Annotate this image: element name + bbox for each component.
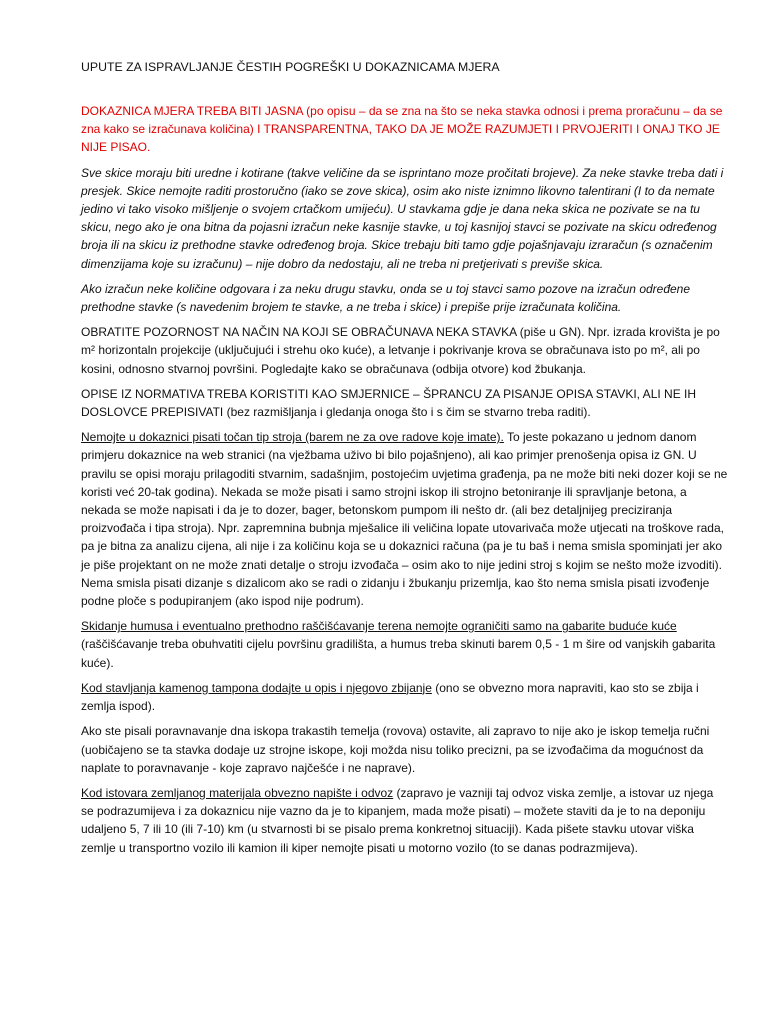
paragraph-trench-leveling: Ako ste pisali poravnavanje dna iskopa trakastih temelja (rovova) ostavite, ali zapravo to nije ako je iskop temelja ručni (uobičajeno se ta stavka dodaje uz strojne iskope, koji možda nisu toliko precizni, pa se izvođačima da mogućnost da naplate to poravnavanje - koje zapravo najčešće i ne naprave).	[81, 724, 710, 775]
red-paragraph: DOKAZNICA MJERA TREBA BITI JASNA (po opisu – da se zna na što se neka stavka odnosi i prema proračunu – da se zna kako se izračunava količina) I TRANSPARENTNA, TAKO DA JE MOŽE RAZUMJETI I PRVOJERITI I ONAJ TKO JE NIJE PISAO.	[81, 104, 723, 155]
paragraph-soil-removal	[81, 784, 729, 857]
italic-paragraph-1: Sve skice moraju biti uredne i kotirane (takve veličine da se isprintano moze pročitati brojeve). Za neke stavke treba dati i presjek. Skice nemojte raditi prostoručno (iako se zove skica), osim ako niste iznimno likovno talentirani (I to da nemate jedino vi tako visoko mišljenje o svojem crtačkom umijeću). U stavkama gdje je dana neka skica ne pozivate se na tu skicu, nego ako je ona bitna da pojasni izračun neke kasnije stavke, u toj kasnijoj stavci se pozivate na skicu određenog broja ili na skicu iz prethodne stavke određenog broja. Skice trebaju biti tamo gdje pojašnjavaju izraračun (s označenim dimenzijama koje su izračunu) – nije dobro da nedostaju, ali ne treba ni pretjerivati s previše skica.	[81, 165, 724, 271]
paragraph-text: To jeste pokazano u jednom danom primjeru dokaznice na web stranici (na vježbama uživo bi bilo pojašnjeno), ali kao primjer prenošenja opisa iz GN. U pravilu se opisi moraju prilagoditi stvarnim, sadašnjim, postojećim uvjetima građenja, pa ne može biti neki dozer koji se ne koristi već 20-tak godina). Nekada se može pisati i samo strojni iskop ili strojno betoniranje ili spravljanje betona, a nekada se može napisati i da je to dozer, bager, betonskom pumpom ili nešto dr. (ali bez detaljnijeg preciziranja proizvođača i tipa stroja). Npr. zapremnina bubnja mješalice ili veličina lopate utovarivača može utjecati na troškove rada, pa je bitna za analizu cijena, ali nije i za količinu koja se u dokaznici računa (pa je tu baš i nema smisla spominjati jer ako je piše projektant on ne može znati detalje o stroju izvođača – osim ako to nije jedini stroj s kojim se nešto može izvoditi). Nema smisla pisati dizanje s dizalicom ako se radi o zidanju i žbukanju prizemlja, kao što nema smisla pisati izvođenje podne ploče s podupiranjem (ako ispod nije podrum).	[81, 430, 728, 609]
paragraph-stone-base	[81, 679, 729, 715]
underlined-lead: Nemojte u dokaznici pisati točan tip stroja (barem ne za ove radove koje imate).	[81, 430, 504, 445]
underlined-lead: Kod istovara zemljanog materijala obvezno napište i odvoz	[81, 785, 394, 800]
paragraph-text: (ono se obvezno mora napraviti, kao sto se zbija i zemlja ispod).	[81, 680, 699, 714]
document-page	[81, 48, 729, 857]
paragraph-machine-type	[81, 428, 729, 610]
underlined-lead: Skidanje humusa i eventualno prethodno raščišćavanje terena nemojte ograničiti samo na gabarite buduće kuće	[81, 619, 677, 634]
paragraph-text: (zapravo je vazniji taj odvoz viska zemlje, a istovar uz njega se podrazumijeva i za dokaznicu nije vazno da je to kipanjem, mada može pisati) – možete staviti da je to na deponiju udaljeno 5, 7 ili 10 (ili 7-10) km (u stvarnosti bi se pisalo prema konkretnoj situaciji). Kada pišete stavku utovar viška zemlje u transportno vozilo ili kamion ili kiper nemojte pisati u motorno vozilo (to se danas podrazmijeva).	[81, 785, 714, 855]
underlined-lead: Kod stavljanja kamenog tampona dodajte u opis i njegovo zbijanje	[81, 680, 432, 695]
paragraph-topsoil	[81, 617, 729, 672]
paragraph-text: (raščišćavanje treba obuhvatiti cijelu površinu gradilišta, a humus treba skinuti barem 0,5 - 1 m šire od vanjskih gabarita kuće).	[81, 637, 716, 670]
paragraph-norm-descriptions: OPISE IZ NORMATIVA TREBA KORISTITI KAO SMJERNICE – ŠPRANCU ZA PISANJE OPISA STAVKI, ALI NE IH DOSLOVCE PREPISIVATI (bez razmišljanja i gledanja onoga što i s čim se stvarno treba raditi).	[81, 386, 697, 420]
italic-paragraph-2: Ako izračun neke količine odgovara i za neku drugu stavku, onda se u toj stavci samo pozove na izračun određene prethodne stavke (s navedenim brojem te stavke, a ne treba i skice) i prepiše prije izračunata količina.	[81, 281, 691, 315]
document-title: UPUTE ZA ISPRAVLJANJE ČESTIH POGREŠKI U DOKAZNICAMA MJERA	[81, 60, 500, 74]
paragraph-calculation-method: OBRATITE POZORNOST NA NAČIN NA KOJI SE OBRAČUNAVA NEKA STAVKA (piše u GN). Npr. izrada krovišta je po m² horizontaln projekcije (uključujući i strehu oko kuće), a letvanje i pokrivanje krova se obračunava isto po m², ali po kosini, odnosno stvarnoj površini. Pogledajte kako se obračunava (odbija otvore) kod žbukanja.	[81, 325, 720, 376]
